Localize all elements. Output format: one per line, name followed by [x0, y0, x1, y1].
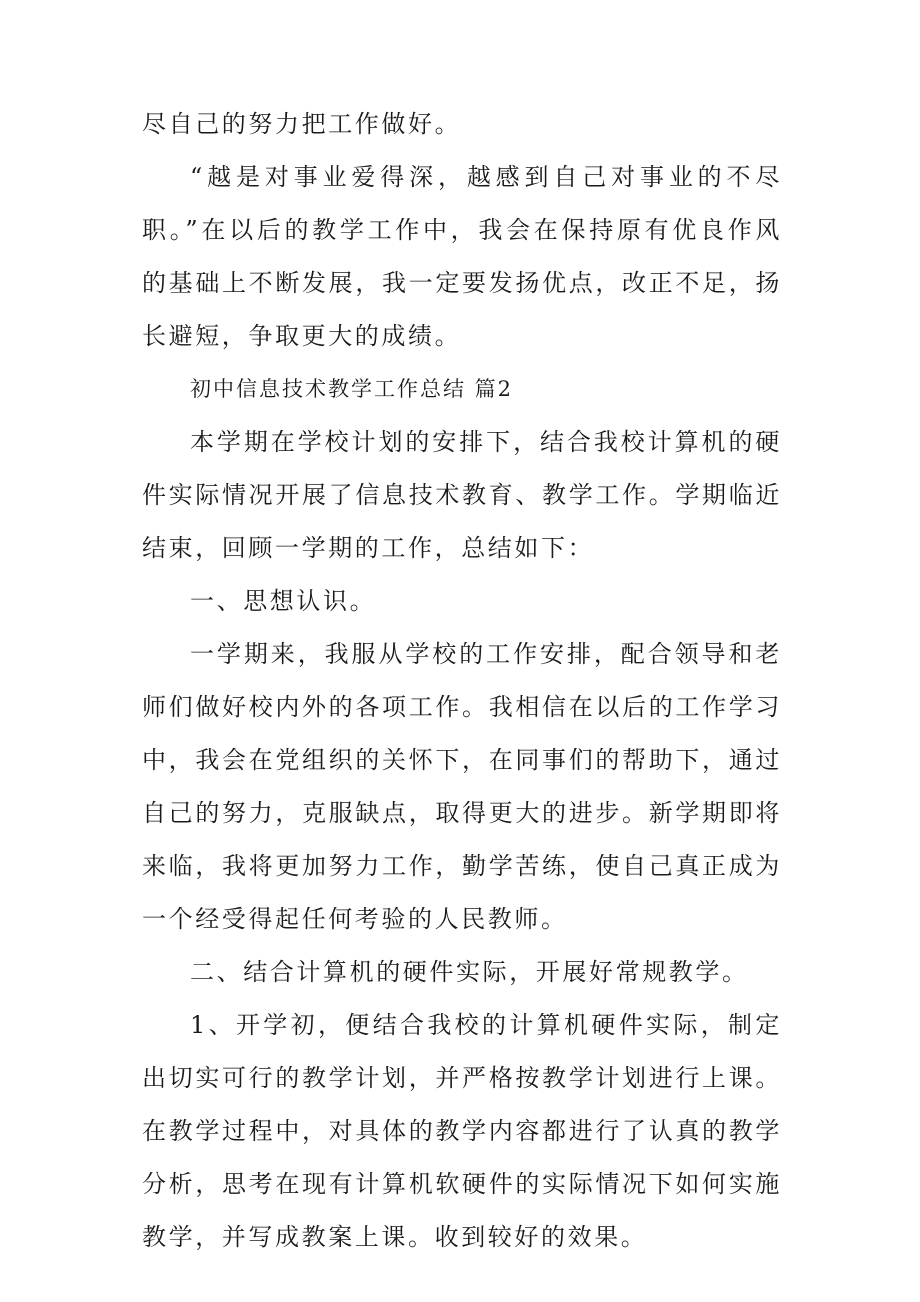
document-body: [142, 98, 782, 1264]
section-title: 初中信息技术教学工作总结 篇2: [190, 377, 514, 401]
paragraph-quote: “越是对事业爱得深，越感到自己对事业的不尽职。”在以后的教学工作中，我会在保持原有优良作风的基础上不断发展，我一定要发扬优点，改正不足，扬长避短，争取更大的成绩。: [142, 163, 782, 350]
paragraph-thought: 一学期来，我服从学校的工作安排，配合领导和老师们做好校内外的各项工作。我相信在以后的工作学习中，我会在党组织的关怀下，在同事们的帮助下，通过自己的努力，克服缺点，取得更大的进步。新学期即将来临，我将更加努力工作，勤学苦练，使自己真正成为一个经受得起任何考验的人民教师。: [142, 640, 782, 933]
paragraph-teaching-plan: 1、开学初，便结合我校的计算机硬件实际，制定出切实可行的教学计划，并严格按教学计划进行上课。在教学过程中，对具体的教学内容都进行了认真的教学分析，思考在现有计算机软硬件的实际情况下如何实施教学，并写成教案上课。收到较好的效果。: [142, 1011, 782, 1251]
paragraph-continuation: 尽自己的努力把工作做好。: [142, 110, 462, 138]
paragraph-intro: 本学期在学校计划的安排下，结合我校计算机的硬件实际情况开展了信息技术教育、教学工作。学期临近结束，回顾一学期的工作，总结如下：: [142, 428, 782, 562]
section-heading-teaching: 二、结合计算机的硬件实际，开展好常规教学。: [190, 958, 749, 986]
section-heading-thought: 一、思想认识。: [190, 587, 377, 615]
